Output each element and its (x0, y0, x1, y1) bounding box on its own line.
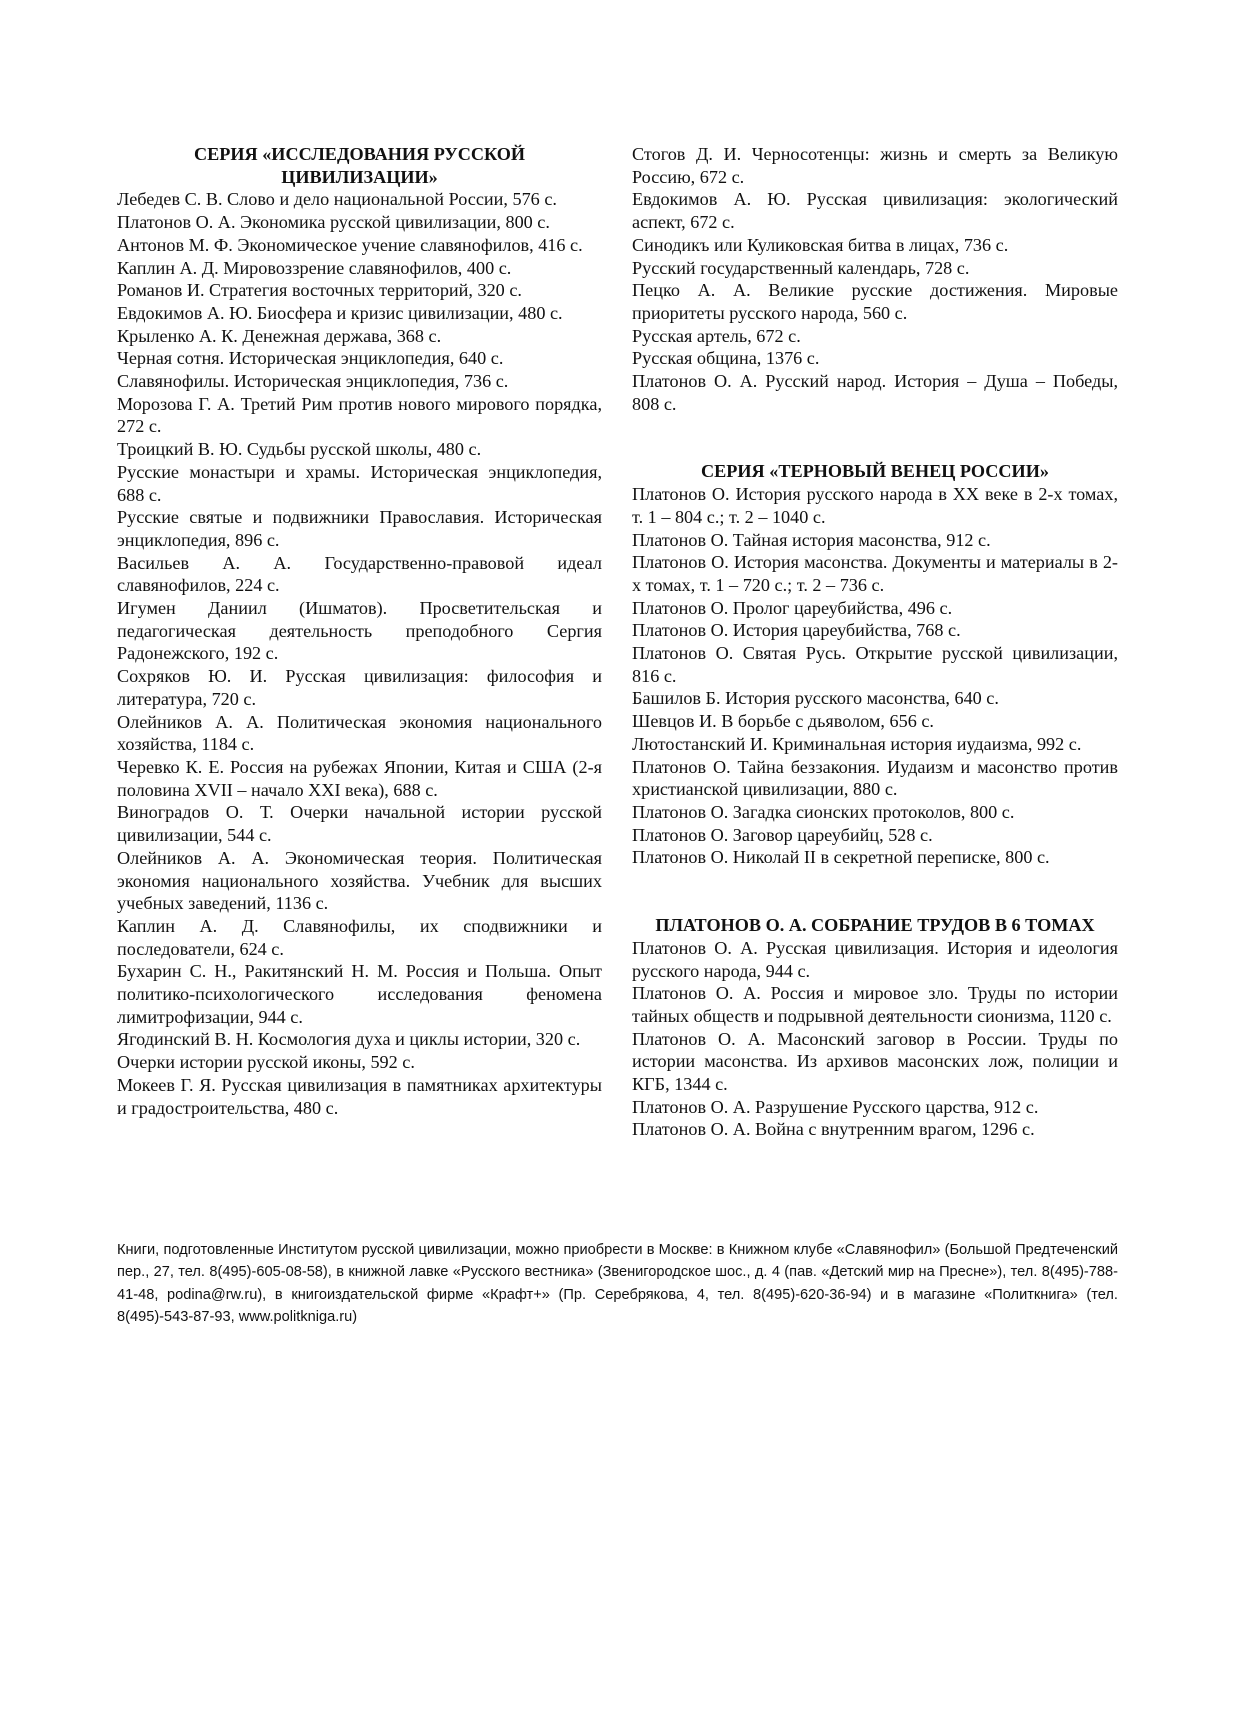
catalog-entry: Платонов О. А. Война с внутренним врагом, 1296 с. (632, 1119, 1035, 1140)
catalog-entry: Пецко А. А. Великие русские достижения. Мировые приоритеты русского народа, 560 с. (632, 280, 1118, 323)
catalog-entry: Олейников А. А. Политическая экономия национального хозяйства, 1184 с. (117, 711, 602, 755)
catalog-entry: Черевко К. Е. Россия на рубежах Японии, Китая и США (2-я половина XVII – начало XXI века), 688 с. (117, 756, 602, 800)
catalog-entry: Васильев А. А. Государственно-правовой идеал славянофилов, 224 с. (117, 552, 602, 596)
series-title-research: СЕРИЯ «ИССЛЕДОВАНИЯ РУССКОЙ ЦИВИЛИЗАЦИИ» (194, 144, 525, 187)
catalog-entry: Морозова Г. А. Третий Рим против нового мирового порядка, 272 с. (117, 393, 602, 437)
catalog-entry: Игумен Даниил (Ишматов). Просветительская и педагогическая деятельность преподобного Сергия Радонежского, 192 с. (117, 598, 602, 664)
catalog-entry: Лютостанский И. Криминальная история иудаизма, 992 с. (632, 733, 1082, 754)
catalog-entry: Русские монастыри и храмы. Историческая энциклопедия, 688 с. (117, 461, 602, 505)
catalog-entry: Лебедев С. В. Слово и дело национальной России, 576 с. (117, 189, 557, 210)
catalog-entry: Славянофилы. Историческая энциклопедия, 736 с. (117, 371, 509, 392)
catalog-entry: Очерки истории русской иконы, 592 с. (117, 1052, 415, 1073)
catalog-entry: Платонов О. А. Россия и мировое зло. Труды по истории тайных обществ и подрывной деятельности сионизма, 1120 с. (632, 983, 1118, 1026)
catalog-entry: Крыленко А. К. Денежная держава, 368 с. (117, 325, 442, 346)
catalog-entry: Шевцов И. В борьбе с дьяволом, 656 с. (632, 711, 934, 732)
right-column (632, 143, 1118, 1141)
left-column (117, 143, 602, 1119)
catalog-entry: Платонов О. Тайная история масонства, 912 с. (632, 529, 991, 550)
catalog-entry: Троицкий В. Ю. Судьбы русской школы, 480 с. (117, 439, 482, 460)
catalog-entry: Синодикъ или Куликовская битва в лицах, 736 с. (632, 234, 1009, 255)
catalog-entry: Черная сотня. Историческая энциклопедия, 640 с. (117, 348, 504, 369)
catalog-entry: Виноградов О. Т. Очерки начальной истории русской цивилизации, 544 с. (117, 802, 602, 846)
catalog-entry: Сохряков Ю. И. Русская цивилизация: философия и литература, 720 с. (117, 666, 602, 709)
catalog-entry: Платонов О. А. Масонский заговор в России. Труды по истории масонства. Из архивов масонских лож, полиции и КГБ, 1344 с. (632, 1028, 1118, 1095)
series-title-collected-works: ПЛАТОНОВ О. А. СОБРАНИЕ ТРУДОВ В 6 ТОМАХ (655, 915, 1095, 936)
section-spacer (632, 869, 1118, 914)
catalog-entry: Платонов О. А. Русский народ. История – Душа – Победы, 808 с. (632, 371, 1118, 414)
catalog-entry: Русская община, 1376 с. (632, 348, 820, 369)
catalog-entry: Олейников А. А. Экономическая теория. Политическая экономия национального хозяйства. Учебник для высших учебных заведений, 1136 с. (117, 847, 602, 914)
catalog-entry: Платонов О. Пролог цареубийства, 496 с. (632, 597, 953, 618)
catalog-entry: Мокеев Г. Я. Русская цивилизация в памятниках архитектуры и градостроительства, 480 с. (117, 1074, 602, 1118)
series-research-continued-list (632, 143, 1118, 415)
catalog-entry: Стогов Д. И. Черносотенцы: жизнь и смерть за Великую Россию, 672 с. (632, 144, 1118, 187)
catalog-entry: Бухарин С. Н., Ракитянский Н. М. Россия и Польша. Опыт политико-психологического исследования феномена лимитрофизации, 944 с. (117, 961, 602, 1027)
purchase-info-footer: Книги, подготовленные Институтом русской цивилизации, можно приобрести в Москве: в Книжном клубе «Славянофил» (Большой Предтеченский пер., 27, тел. 8(495)-605-08-58), в книжной лавке «Русского вестника» (Звенигородское шос., д. 4 (пав. «Детский мир на Пресне»), тел. 8(495)-788-41-48, podina@rw.ru), в книгоиздательской фирме «Крафт+» (Пр. Серебрякова, 4, тел. 8(495)-620-36-94) и в магазине «Политкнига» (тел. 8(495)-543-87-93, www.politkniga.ru) (117, 1241, 1118, 1326)
catalog-entry: Евдокимов А. Ю. Биосфера и кризис цивилизации, 480 с. (117, 302, 563, 323)
catalog-entry: Платонов О. Заговор цареубийц, 528 с. (632, 824, 933, 845)
catalog-entry: Платонов О. Святая Русь. Открытие русской цивилизации, 816 с. (632, 643, 1118, 686)
series-title-crown-of-thorns: СЕРИЯ «ТЕРНОВЫЙ ВЕНЕЦ РОССИИ» (701, 461, 1049, 482)
catalog-entry: Платонов О. Загадка сионских протоколов, 800 с. (632, 801, 1015, 822)
catalog-entry: Русский государственный календарь, 728 с. (632, 257, 970, 278)
catalog-entry: Ягодинский В. Н. Космология духа и циклы истории, 320 с. (117, 1029, 581, 1050)
catalog-entry: Евдокимов А. Ю. Русская цивилизация: экологический аспект, 672 с. (632, 189, 1118, 233)
catalog-entry: Каплин А. Д. Славянофилы, их сподвижники и последователи, 624 с. (117, 915, 602, 959)
catalog-entry: Платонов О. А. Русская цивилизация. История и идеология русского народа, 944 с. (632, 937, 1118, 981)
catalog-entry: Платонов О. История цареубийства, 768 с. (632, 620, 961, 641)
catalog-entry: Русская артель, 672 с. (632, 325, 801, 346)
catalog-entry: Платонов О. Тайна беззакония. Иудаизм и масонство против христианской цивилизации, 880 с. (632, 756, 1118, 800)
series-collected-works-list (632, 937, 1118, 1141)
catalog-entry: Платонов О. Николай II в секретной переписке, 800 с. (632, 847, 1050, 868)
series-crown-of-thorns-list (632, 483, 1118, 869)
catalog-entry: Платонов О. История русского народа в XX веке в 2-х томах, т. 1 – 804 с.; т. 2 – 1040 с. (632, 484, 1118, 527)
section-spacer (632, 415, 1118, 460)
catalog-entry: Русские святые и подвижники Православия. Историческая энциклопедия, 896 с. (117, 507, 602, 550)
catalog-entry: Антонов М. Ф. Экономическое учение славянофилов, 416 с. (117, 234, 583, 255)
catalog-entry: Платонов О. А. Разрушение Русского царства, 912 с. (632, 1096, 1039, 1117)
catalog-entry: Каплин А. Д. Мировоззрение славянофилов, 400 с. (117, 257, 512, 278)
catalog-entry: Башилов Б. История русского масонства, 640 с. (632, 688, 999, 709)
catalog-entry: Платонов О. История масонства. Документы и материалы в 2-х томах, т. 1 – 720 с.; т. 2 – 736 с. (632, 552, 1118, 595)
catalog-entry: Романов И. Стратегия восточных территорий, 320 с. (117, 280, 522, 301)
catalog-entry: Платонов О. А. Экономика русской цивилизации, 800 с. (117, 212, 550, 233)
series-research-list (117, 188, 602, 1119)
